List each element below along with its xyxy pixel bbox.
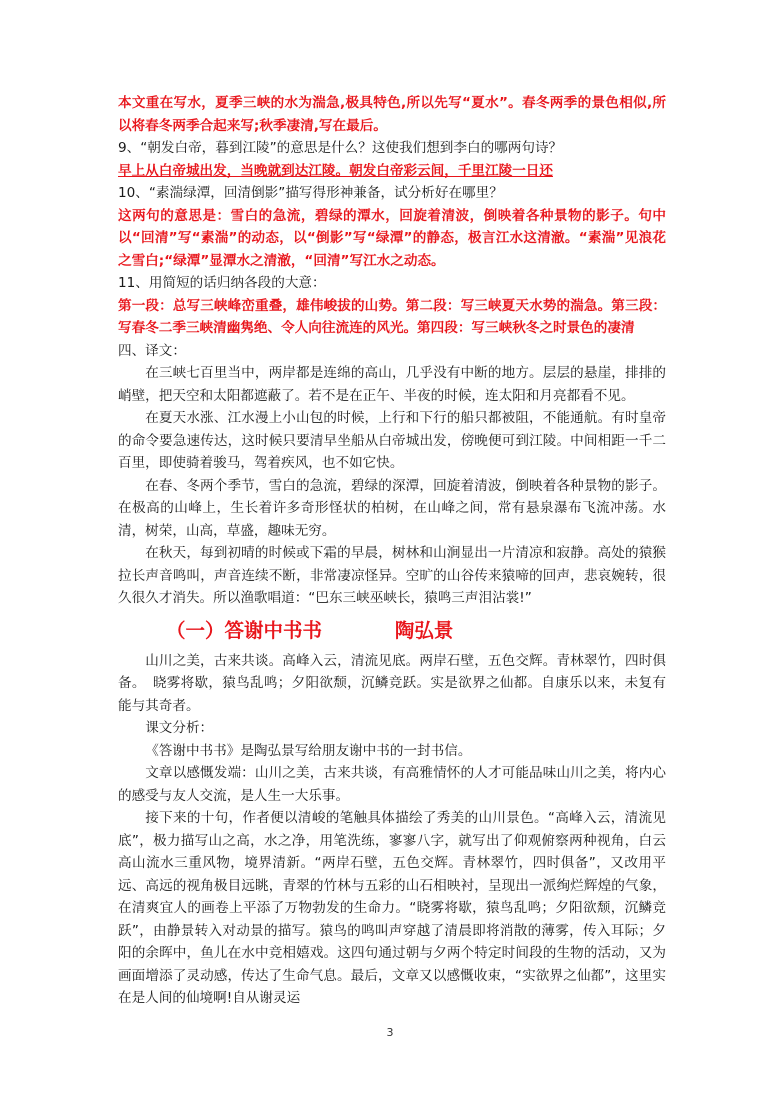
translation-paragraph: 在秋天，每到初晴的时候或下霜的早晨，树林和山涧显出一片清凉和寂静。高处的猿猴拉长声音鸣叫，声音连续不断，非常凄凉怪异。空旷的山谷传来猿啼的回声，悲哀婉转，很久很久才消失。所以渔歌唱道：“巴东三峡巫峡长，猿鸣三声泪沾裳!” (118, 545, 666, 606)
page-content (118, 92, 666, 1010)
analysis-text: 本文重在写水，夏季三峡的水为湍急,极具特色,所以先写“夏水”。春冬两季的景色相似,所以将春冬两季合起来写;秋季凄清,写在最后。 (118, 95, 666, 134)
page-number: 3 (386, 1026, 394, 1039)
analysis2-paragraph: 《答谢中书书》是陶弘景写给朋友谢中书的一封书信。 (145, 742, 472, 759)
question-9: 9、“朝发白帝，暮到江陵”的意思是什么？这使我们想到李白的哪两句诗？ (118, 140, 563, 156)
translation-paragraph: 在春、冬两个季节，雪白的急流，碧绿的深潭，回旋着清波，倒映着各种景物的影子。在极高的山峰上，生长着许多奇形怪状的柏树，在山峰之间，常有悬泉瀑布飞流冲荡。水清，树荣，山高，草盛，趣味无穷。 (118, 477, 666, 539)
analysis2-heading: 课文分析： (145, 720, 214, 736)
answer-10: 这两句的意思是：雪白的急流，碧绿的潭水，回旋着清波，倒映着各种景物的影子。句中以“回清”写“素湍”的动态，以“倒影”写“绿潭”的静态，极言江水这清澈。“素湍”见浪花之雪白;“绿潭”显潭水之清澈，“回清”写江水之动态。 (118, 207, 666, 269)
answer-11: 第一段：总写三峡峰峦重叠，雄伟峻拔的山势。第二段：写三峡夏天水势的湍急。第三段：写春冬二季三峡清幽隽绝、令人向往流连的风光。第四段：写三峡秋冬之时景色的凄清 (118, 297, 666, 336)
analysis2-paragraph: 文章以感慨发端：山川之美，古来共谈，有高雅情怀的人才可能品味山川之美，将内心的感受与友人交流，是人生一大乐事。 (118, 765, 666, 804)
translation-paragraph: 在夏天水涨、江水漫上小山包的时候，上行和下行的船只都被阻，不能通航。有时皇帝的命令要急速传达，这时候只要清早坐船从白帝城出发，傍晚便可到江陵。中间相距一千二百里，即使骑着骏马，驾着疾风，也不如它快。 (118, 410, 666, 471)
question-11: 11、用简短的话归纳各段的大意： (118, 275, 326, 291)
section-title-text: （一）答谢中书书 (166, 618, 323, 642)
translation-heading: 四、译文： (118, 342, 186, 359)
translation-paragraph: 在三峡七百里当中，两岸都是连绵的高山，几乎没有中断的地方。层层的悬崖，排排的峭壁，把天空和太阳都遮蔽了。若不是在正午、半夜的时候，连太阳和月亮都看不见。 (118, 365, 666, 404)
analysis2-paragraph: 接下来的十句，作者便以清峻的笔触具体描绘了秀美的山川景色。“高峰入云，清流见底”，极力描写山之高，水之净，用笔洗练，寥寥八字，就写出了仰观俯察两种视角，白云高山流水三重风物，境界清新。“两岸石壁，五色交辉。青林翠竹，四时俱备”，又改用平远、高远的视角极目远眺，青翠的竹林与五彩的山石相映衬，呈现出一派绚烂辉煌的气象，在清爽宜人的画卷上平添了万物勃发的生命力。“晓雾将歇，猿鸟乱鸣；夕阳欲颓，沉鳞竞跃”，由静景转入对动景的描写。猿鸟的鸣叫声穿越了清晨即将消散的薄雾，传入耳际；夕阳的余晖中，鱼儿在水中竞相嬉戏。这四句通过朝与夕两个特定时间段的生物的活动，又为画面增添了灵动感，传达了生命气息。最后，文章又以感慨收束，“实欲界之仙都”，这里实在是人间的仙境啊!自从谢灵运 (118, 810, 666, 1006)
original-text: 山川之美，古来共谈。高峰入云，清流见底。两岸石壁，五色交辉。青林翠竹，四时俱备。 晓雾将歇，猿鸟乱鸣；夕阳欲颓，沉鳞竞跃。实是欲界之仙都。自康乐以来，未复有能与其奇者。 (118, 652, 666, 714)
answer-9: 早上从白帝城出发，当晚就到达江陵。朝发白帝彩云间，千里江陵一日还 (118, 162, 553, 179)
section-author: 陶弘景 (394, 618, 454, 642)
question-10: 10、“素湍绿潭，回清倒影”描写得形神兼备，试分析好在哪里？ (118, 185, 503, 201)
section-title (118, 614, 666, 648)
